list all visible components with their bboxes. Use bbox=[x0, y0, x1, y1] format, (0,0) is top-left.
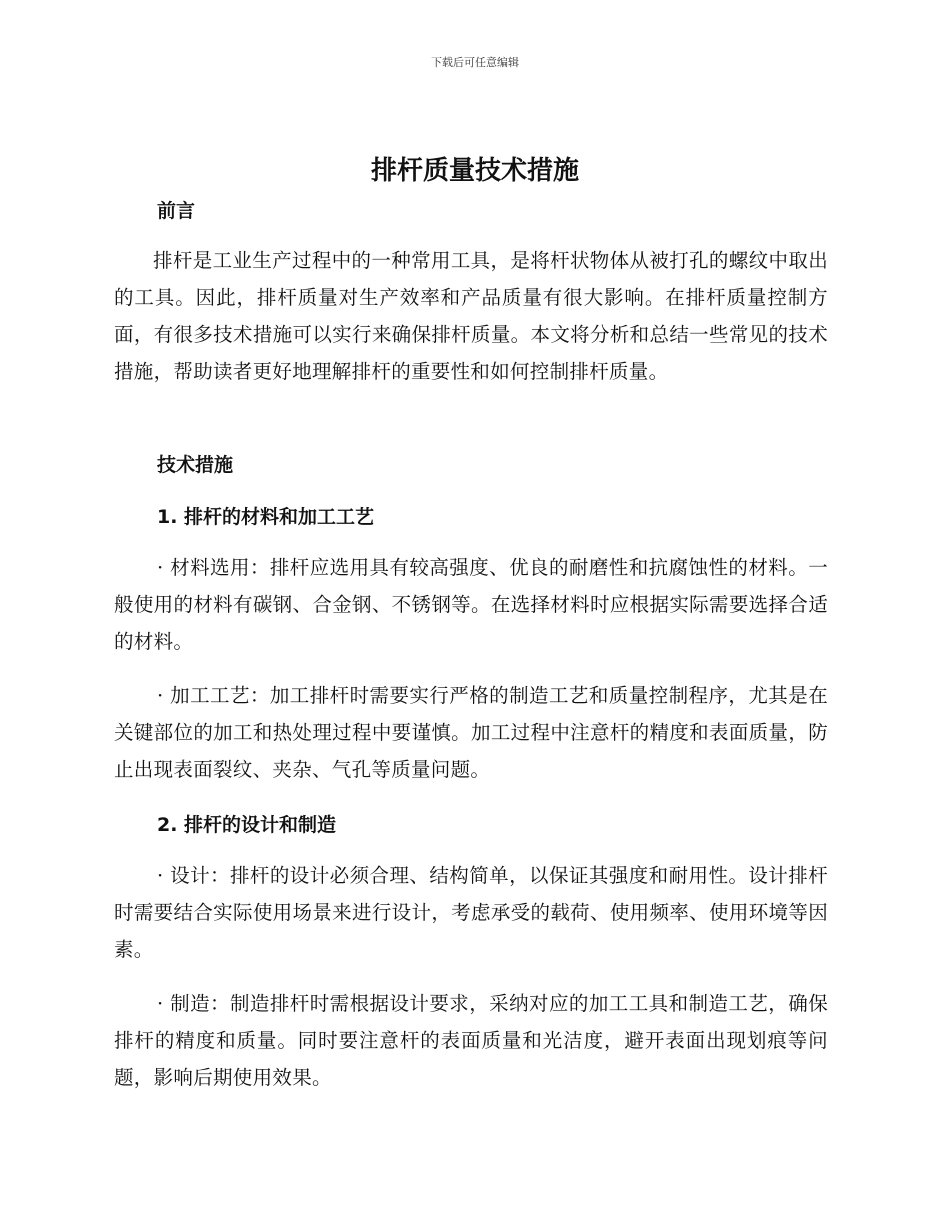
section-1-item-processing: · 加工工艺：加工排杆时需要实行严格的制造工艺和质量控制程序，尤其是在关键部位的加工和热处理过程中要谨慎。加工过程中注意杆的精度和表面质量，防止出现表面裂纹、夹杂、气孔等质量问题。 bbox=[114, 684, 828, 781]
section-2-heading: 2. 排杆的设计和制造 bbox=[157, 814, 337, 836]
section-1-item-materials: · 材料选用：排杆应选用具有较高强度、优良的耐磨性和抗腐蚀性的材料。一般使用的材料有碳钢、合金钢、不锈钢等。在选择材料时应根据实际需要选择合适的材料。 bbox=[114, 556, 828, 653]
page-header-note: 下载后可任意编辑 bbox=[431, 56, 519, 69]
preface-paragraph: 排杆是工业生产过程中的一种常用工具，是将杆状物体从被打孔的螺纹中取出的工具。因此，排杆质量对生产效率和产品质量有很大影响。在排杆质量控制方面，有很多技术措施可以实行来确保排杆质量。本文将分析和总结一些常见的技术措施，帮助读者更好地理解排杆的重要性和如何控制排杆质量。 bbox=[114, 249, 828, 383]
measures-heading: 技术措施 bbox=[157, 454, 234, 476]
section-2-item-design: · 设计：排杆的设计必须合理、结构简单，以保证其强度和耐用性。设计排杆时需要结合实际使用场景来进行设计，考虑承受的载荷、使用频率、使用环境等因素。 bbox=[114, 864, 828, 961]
document-title: 排杆质量技术措施 bbox=[370, 156, 579, 186]
preface-heading: 前言 bbox=[157, 200, 196, 222]
section-2-item-manufacturing: · 制造：制造排杆时需根据设计要求，采纳对应的加工工具和制造工艺，确保排杆的精度和质量。同时要注意杆的表面质量和光洁度，避开表面出现划痕等问题，影响后期使用效果。 bbox=[114, 992, 828, 1089]
section-1-heading: 1. 排杆的材料和加工工艺 bbox=[157, 506, 375, 528]
